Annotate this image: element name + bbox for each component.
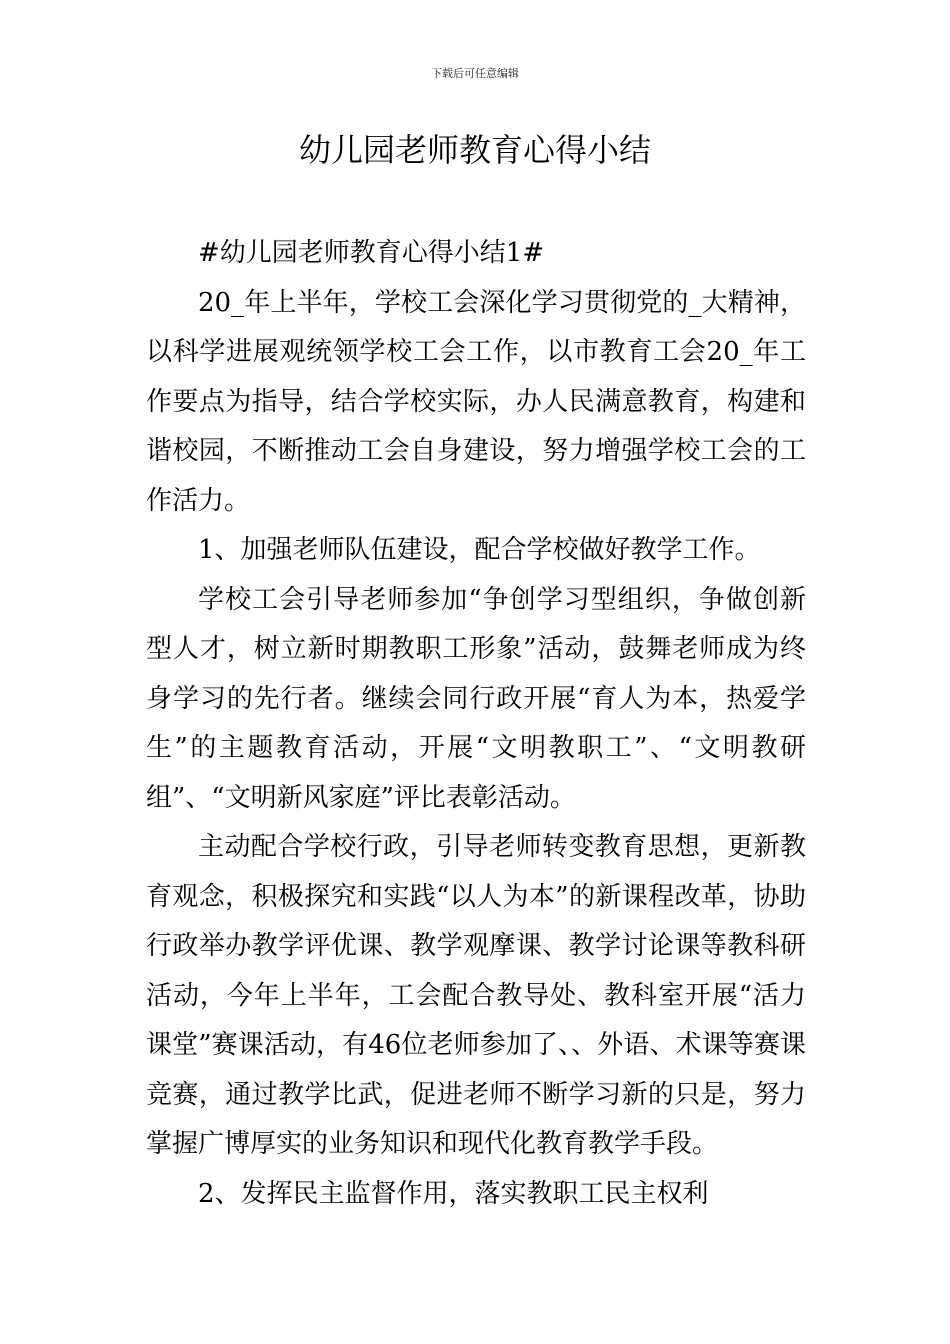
- section-heading-1: #幼儿园老师教育心得小结1#: [198, 238, 545, 268]
- paragraph-teaching-reform: 主动配合学校行政，引导老师转变教育思想，更新教育观念，积极探究和实践“以人为本”的新课程改革，协助行政举办教学评优课、教学观摩课、教学讨论课等教科研活动，今年上半年，工会配合教导处、教科室开展“活力课堂”赛课活动，有46位老师参加了、、外语、术课等赛课竞赛，通过教学比武，促进老师不断学习新的只是，努力掌握广博厚实的业务知识和现代化教育教学手段。: [146, 832, 806, 1159]
- document-title: 幼儿园老师教育心得小结: [298, 131, 651, 169]
- paragraph-activities: 学校工会引导老师参加“争创学习型组织，争做创新型人才，树立新时期教职工形象”活动，鼓舞老师成为终身学习的先行者。继续会同行政开展“育人为本，热爱学生”的主题教育活动，开展“文明教职工”、“文明教研组”、“文明新风家庭”评比表彰活动。: [146, 584, 806, 813]
- item-heading-2: 2、发挥民主监督作用，落实教职工民主权利: [198, 1178, 709, 1209]
- header-note: 下载后可任意编辑: [431, 67, 519, 80]
- paragraph-intro: 20_年上半年，学校工会深化学习贯彻党的_大精神，以科学进展观统领学校工会工作，以市教育工会20_年工作要点为指导，结合学校实际，办人民满意教育，构建和谐校园，不断推动工会自身建设，努力增强学校工会的工作活力。: [146, 287, 806, 516]
- item-heading-1: 1、加强老师队伍建设，配合学校做好教学工作。: [198, 535, 761, 565]
- document-body: [146, 229, 806, 1219]
